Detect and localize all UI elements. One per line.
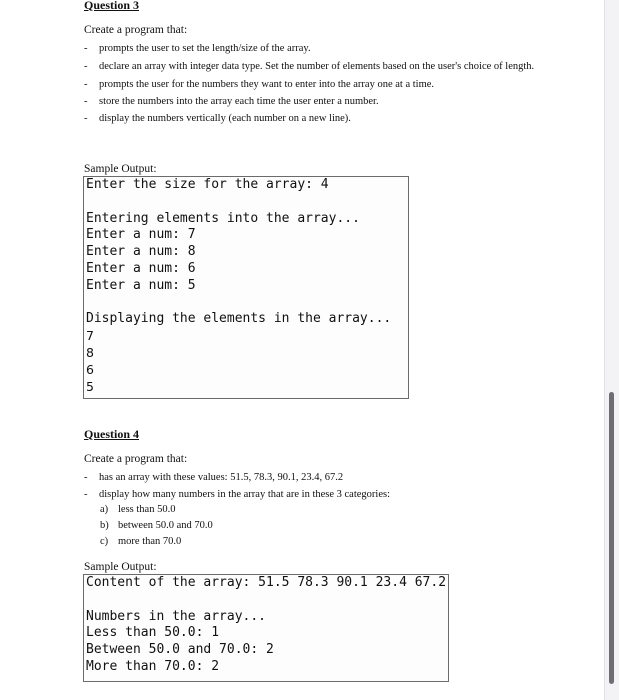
list-item: - prompts the user to set the length/size of the array. [84, 43, 311, 54]
output-line: Enter a num: 8 [86, 244, 196, 260]
output-line: Enter a num: 6 [86, 260, 196, 276]
list-item: b) between 50.0 and 70.0 [100, 520, 213, 531]
question-3-sample-label: Sample Output: [84, 163, 157, 175]
question-3-sample-output [83, 176, 409, 399]
output-line: Displaying the elements in the array... [86, 311, 392, 327]
list-item: - store the numbers into the array each time the user enter a number. [84, 96, 379, 107]
question-3-requirements [84, 40, 544, 127]
question-3-heading: Question 3 [84, 0, 140, 12]
output-line: Numbers in the array... [86, 608, 267, 624]
list-item: c) more than 70.0 [100, 536, 182, 547]
output-line: Between 50.0 and 70.0: 2 [86, 642, 274, 658]
list-item: - declare an array with integer data type. Set the number of elements based on the user's choice of length. [84, 61, 535, 72]
question-3-intro: Create a program that: [84, 24, 188, 36]
question-4-intro: Create a program that: [84, 453, 188, 465]
output-line: Enter the size for the array: 4 [86, 177, 329, 192]
output-line: Entering elements into the array... [86, 210, 360, 226]
list-item: - display the numbers vertically (each number on a new line). [84, 113, 351, 124]
scrollbar-thumb[interactable] [609, 392, 614, 684]
question-4-categories [100, 502, 213, 550]
list-item: - prompts the user for the numbers they want to enter into the array one at a time. [84, 79, 435, 90]
output-line: Enter a num: 7 [86, 227, 196, 243]
list-item: - display how many numbers in the array that are in these 3 categories: [84, 489, 390, 500]
output-number: 5 [86, 378, 94, 394]
question-4-heading: Question 4 [84, 427, 140, 441]
output-number: 8 [86, 344, 94, 360]
question-4-sample-label: Sample Output: [84, 561, 157, 573]
list-item: a) less than 50.0 [100, 504, 176, 515]
output-line: Less than 50.0: 1 [86, 625, 220, 641]
output-number: 7 [86, 328, 94, 344]
output-line: Content of the array: 51.5 78.3 90.1 23.4 67.2 [86, 575, 447, 590]
question-4-requirements [84, 469, 544, 503]
output-number: 6 [86, 361, 94, 377]
question-4-sample-output [83, 574, 449, 682]
list-item: - has an array with these values: 51.5, 78.3, 90.1, 23.4, 67.2 [84, 472, 344, 483]
output-line: More than 70.0: 2 [86, 658, 220, 674]
output-line: Enter a num: 5 [86, 277, 196, 293]
